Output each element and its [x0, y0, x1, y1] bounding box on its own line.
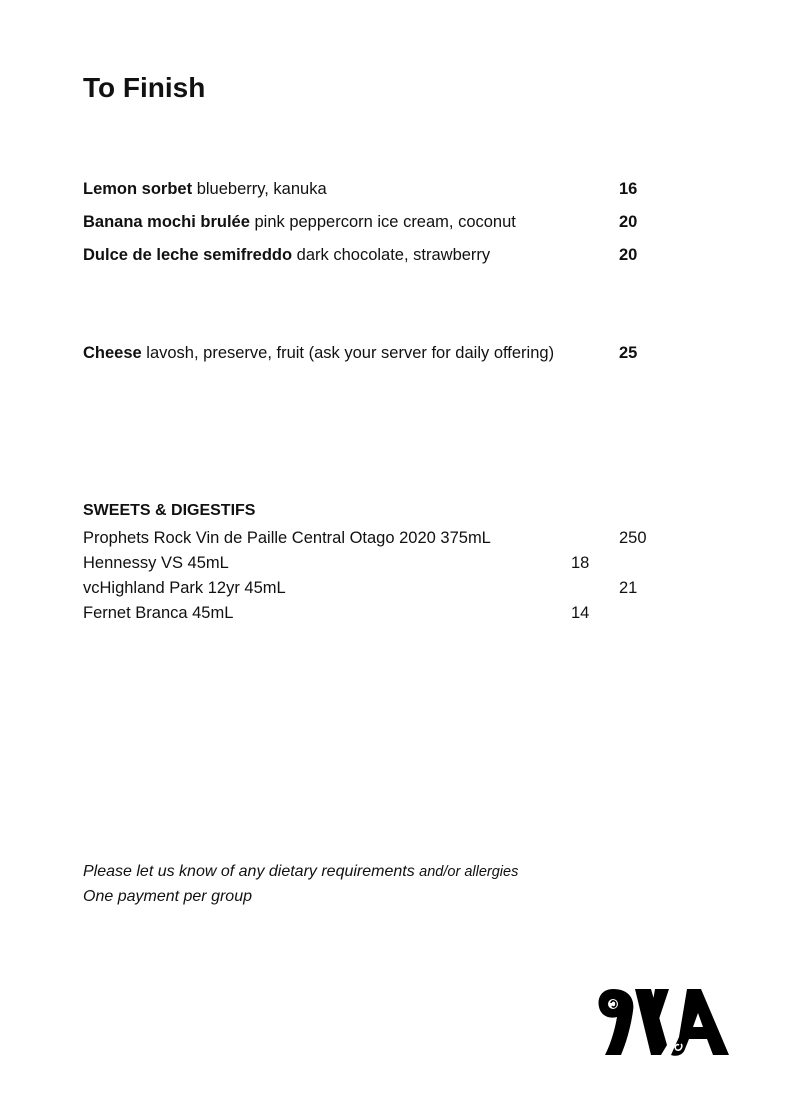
cheese-name: Cheese: [83, 344, 142, 362]
menu-item-desc: pink peppercorn ice cream, coconut: [249, 213, 516, 231]
menu-item-desc: blueberry, kanuka: [192, 180, 327, 198]
dietary-note-main: Please let us know of any dietary requirements: [83, 863, 420, 880]
cheese-price: 25: [619, 344, 638, 362]
drink-name: vcHighland Park 12yr 45mL: [83, 579, 286, 597]
menu-item-name: Banana mochi brulée: [83, 213, 250, 231]
menu-item: [83, 213, 516, 232]
drink-name: Hennessy VS 45mL: [83, 554, 229, 572]
section-heading-sweets: SWEETS & DIGESTIFS: [83, 502, 256, 519]
drink-price: 14: [571, 604, 590, 622]
menu-item-name: Dulce de leche semifreddo: [83, 246, 293, 264]
drink-name: Prophets Rock Vin de Paille Central Otago 2020 375mL: [83, 529, 491, 547]
menu-item: [83, 180, 327, 199]
menu-item-price: 16: [619, 180, 638, 198]
dietary-note-small: and/or allergies: [419, 864, 519, 880]
payment-note: One payment per group: [83, 888, 252, 905]
menu-item: [83, 246, 490, 265]
menu-item-price: 20: [619, 246, 638, 264]
menu-item-price: 20: [619, 213, 638, 231]
cheese-item: [83, 344, 554, 363]
drink-price: 21: [619, 579, 638, 597]
drink-price: 18: [571, 554, 590, 572]
menu-item-name: Lemon sorbet: [83, 180, 193, 198]
dietary-note: [83, 863, 518, 881]
cheese-desc: lavosh, preserve, fruit (ask your server for daily offering): [141, 344, 555, 362]
restaurant-monogram-logo: [595, 985, 735, 1060]
drink-name: Fernet Branca 45mL: [83, 604, 234, 622]
page-title: To Finish: [83, 72, 206, 103]
drink-price: 250: [619, 529, 647, 547]
menu-item-desc: dark chocolate, strawberry: [292, 246, 491, 264]
